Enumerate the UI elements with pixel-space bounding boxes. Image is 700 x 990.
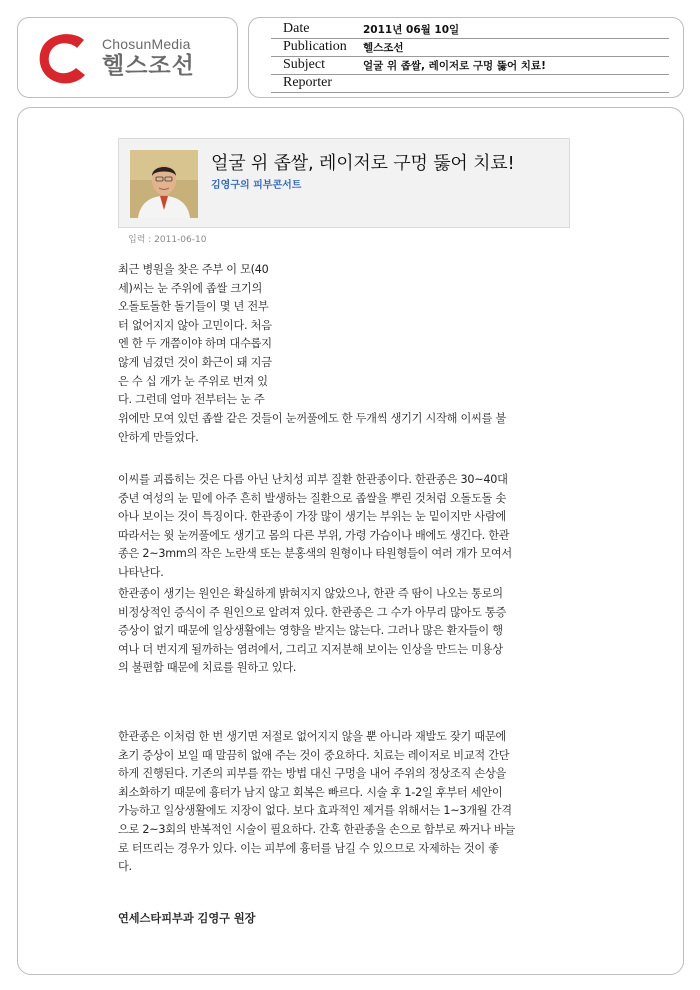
text-line: 엔 한 두 개쯤이야 하며 대수롭지 [118, 337, 272, 351]
text-line: 중년 여성의 눈 밑에 아주 흔히 발생하는 질환으로 좁쌀을 뿌린 것처럼 오돌도돌 솟 [118, 491, 507, 505]
text-line: 여나 더 번지게 될까하는 염려에서, 그리고 지저분해 보이는 인상을 만드는 미용상 [118, 642, 503, 656]
meta-row-publication [271, 38, 669, 57]
meta-subject-value: 얼굴 위 좁쌀, 레이저로 구멍 뚫어 치료! [363, 60, 546, 72]
text-line: 세)씨는 눈 주위에 좁쌀 크기의 [118, 281, 263, 295]
text-line: 안하게 만들었다. [118, 430, 199, 444]
meta-date-value: 2011년 06월 10일 [363, 24, 460, 36]
paragraph-1-wrapped [118, 261, 303, 410]
chosun-media-logo-icon [34, 28, 94, 88]
text-line: 다. [118, 860, 132, 874]
text-line: 으로 2~3회의 반복적인 시술이 필요하다. 간혹 한관종을 손으로 함부로 짜거나 바늘 [118, 822, 516, 836]
author-portrait-image [130, 150, 198, 218]
text-line: 의 불편함 때문에 치료를 원하고 있다. [118, 661, 297, 675]
article-header [118, 138, 570, 228]
text-line: 로 터뜨리는 경우가 있다. 이는 피부에 흉터를 남길 수 있으므로 자제하는 것이 좋 [118, 841, 499, 855]
logo-media-text: ChosunMedia [102, 36, 191, 52]
text-line: 따라서는 윗 눈꺼풀에도 생기고 몸의 다른 부위, 가령 가슴이나 배에도 생긴다. 한관 [118, 528, 510, 542]
text-line: 초기 증상이 보일 때 말끔히 없애 주는 것이 중요하다. 치료는 레이저로 비교적 간단 [118, 748, 510, 762]
article-headline: 얼굴 위 좁쌀, 레이저로 구멍 뚫어 치료! [211, 153, 515, 174]
logo-text [102, 36, 195, 80]
text-line: 최근 병원을 찾은 주부 이 모(40 [118, 263, 269, 276]
text-line: 다. 그런데 얼마 전부터는 눈 주 [118, 393, 265, 407]
author-signature: 연세스타피부과 김영구 원장 [118, 912, 256, 925]
article-date: 입력 : 2011-06-10 [128, 235, 207, 245]
meta-row-date [271, 20, 669, 39]
text-line: 나타난다. [118, 565, 164, 579]
text-line: 위에만 모여 있던 좁쌀 같은 것들이 눈꺼풀에도 한 두개씩 생기기 시작해 이씨를 불 [118, 412, 507, 425]
text-line: 한관종이 생기는 원인은 확실하게 밝혀지지 않았으나, 한관 즉 땀이 나오는 통로의 [118, 587, 503, 600]
meta-row-reporter [271, 74, 669, 93]
text-line: 비정상적인 증식이 주 원인으로 알려져 있다. 한관종은 그 수가 아무리 많아도 통증 [118, 605, 507, 619]
text-line: 한관종은 이처럼 한 번 생기면 저절로 없어지지 않을 뿐 아니라 재발도 잦기 때문에 [118, 730, 507, 743]
text-line: 증상이 없기 때문에 일상생활에는 영향을 받지는 않는다. 그러나 많은 환자들이 행 [118, 624, 503, 638]
text-line: 종은 2~3mm의 작은 노란색 또는 분홍색의 원형이나 타원형들이 여러 개가 모여서 [118, 547, 512, 561]
meta-publication-value: 헬스조선 [363, 42, 404, 54]
column-name: 김영구의 피부콘서트 [211, 180, 302, 191]
paragraph-3 [118, 585, 573, 678]
author-photo [130, 150, 198, 218]
article-frame [17, 107, 684, 975]
meta-publication-label: Publication [283, 39, 347, 54]
text-line: 아나 보이는 것이 특징이다. 한관종이 가장 많이 생기는 부위는 눈 밑이지만 사람에 [118, 510, 507, 524]
text-line: 은 수 십 개가 눈 주위로 번져 있 [118, 374, 268, 388]
paragraph-1-continued [118, 410, 573, 447]
text-line: 오돌토돌한 돌기들이 몇 년 전부 [118, 300, 269, 314]
paragraph-4 [118, 728, 573, 877]
meta-subject-label: Subject [283, 57, 325, 72]
text-line: 터 없어지지 않아 고민이다. 처음 [118, 318, 272, 332]
meta-row-subject [271, 56, 669, 75]
logo-name-text: 헬스조선 [102, 53, 195, 79]
text-line: 하게 진행된다. 기존의 피부를 깎는 방법 대신 구멍을 내어 주위의 정상조직 손상을 [118, 767, 507, 781]
text-line: 가능하고 일상생활에도 지장이 없다. 보다 효과적인 제거를 위해서는 1~3개월 간격 [118, 804, 512, 818]
meta-date-label: Date [283, 21, 310, 36]
meta-reporter-label: Reporter [283, 75, 332, 90]
text-line: 최소화하기 때문에 흉터가 남지 않고 회복은 빠르다. 시술 후 1-2일 후부터 세안이 [118, 785, 503, 799]
logo-box [17, 17, 238, 98]
paragraph-2 [118, 471, 573, 583]
metadata-box [248, 17, 684, 98]
text-line: 이씨를 괴롭히는 것은 다름 아닌 난치성 피부 질환 한관종이다. 한관종은 30~40대 [118, 473, 508, 486]
text-line: 않게 넘겼던 것이 화근이 돼 지금 [118, 355, 272, 369]
